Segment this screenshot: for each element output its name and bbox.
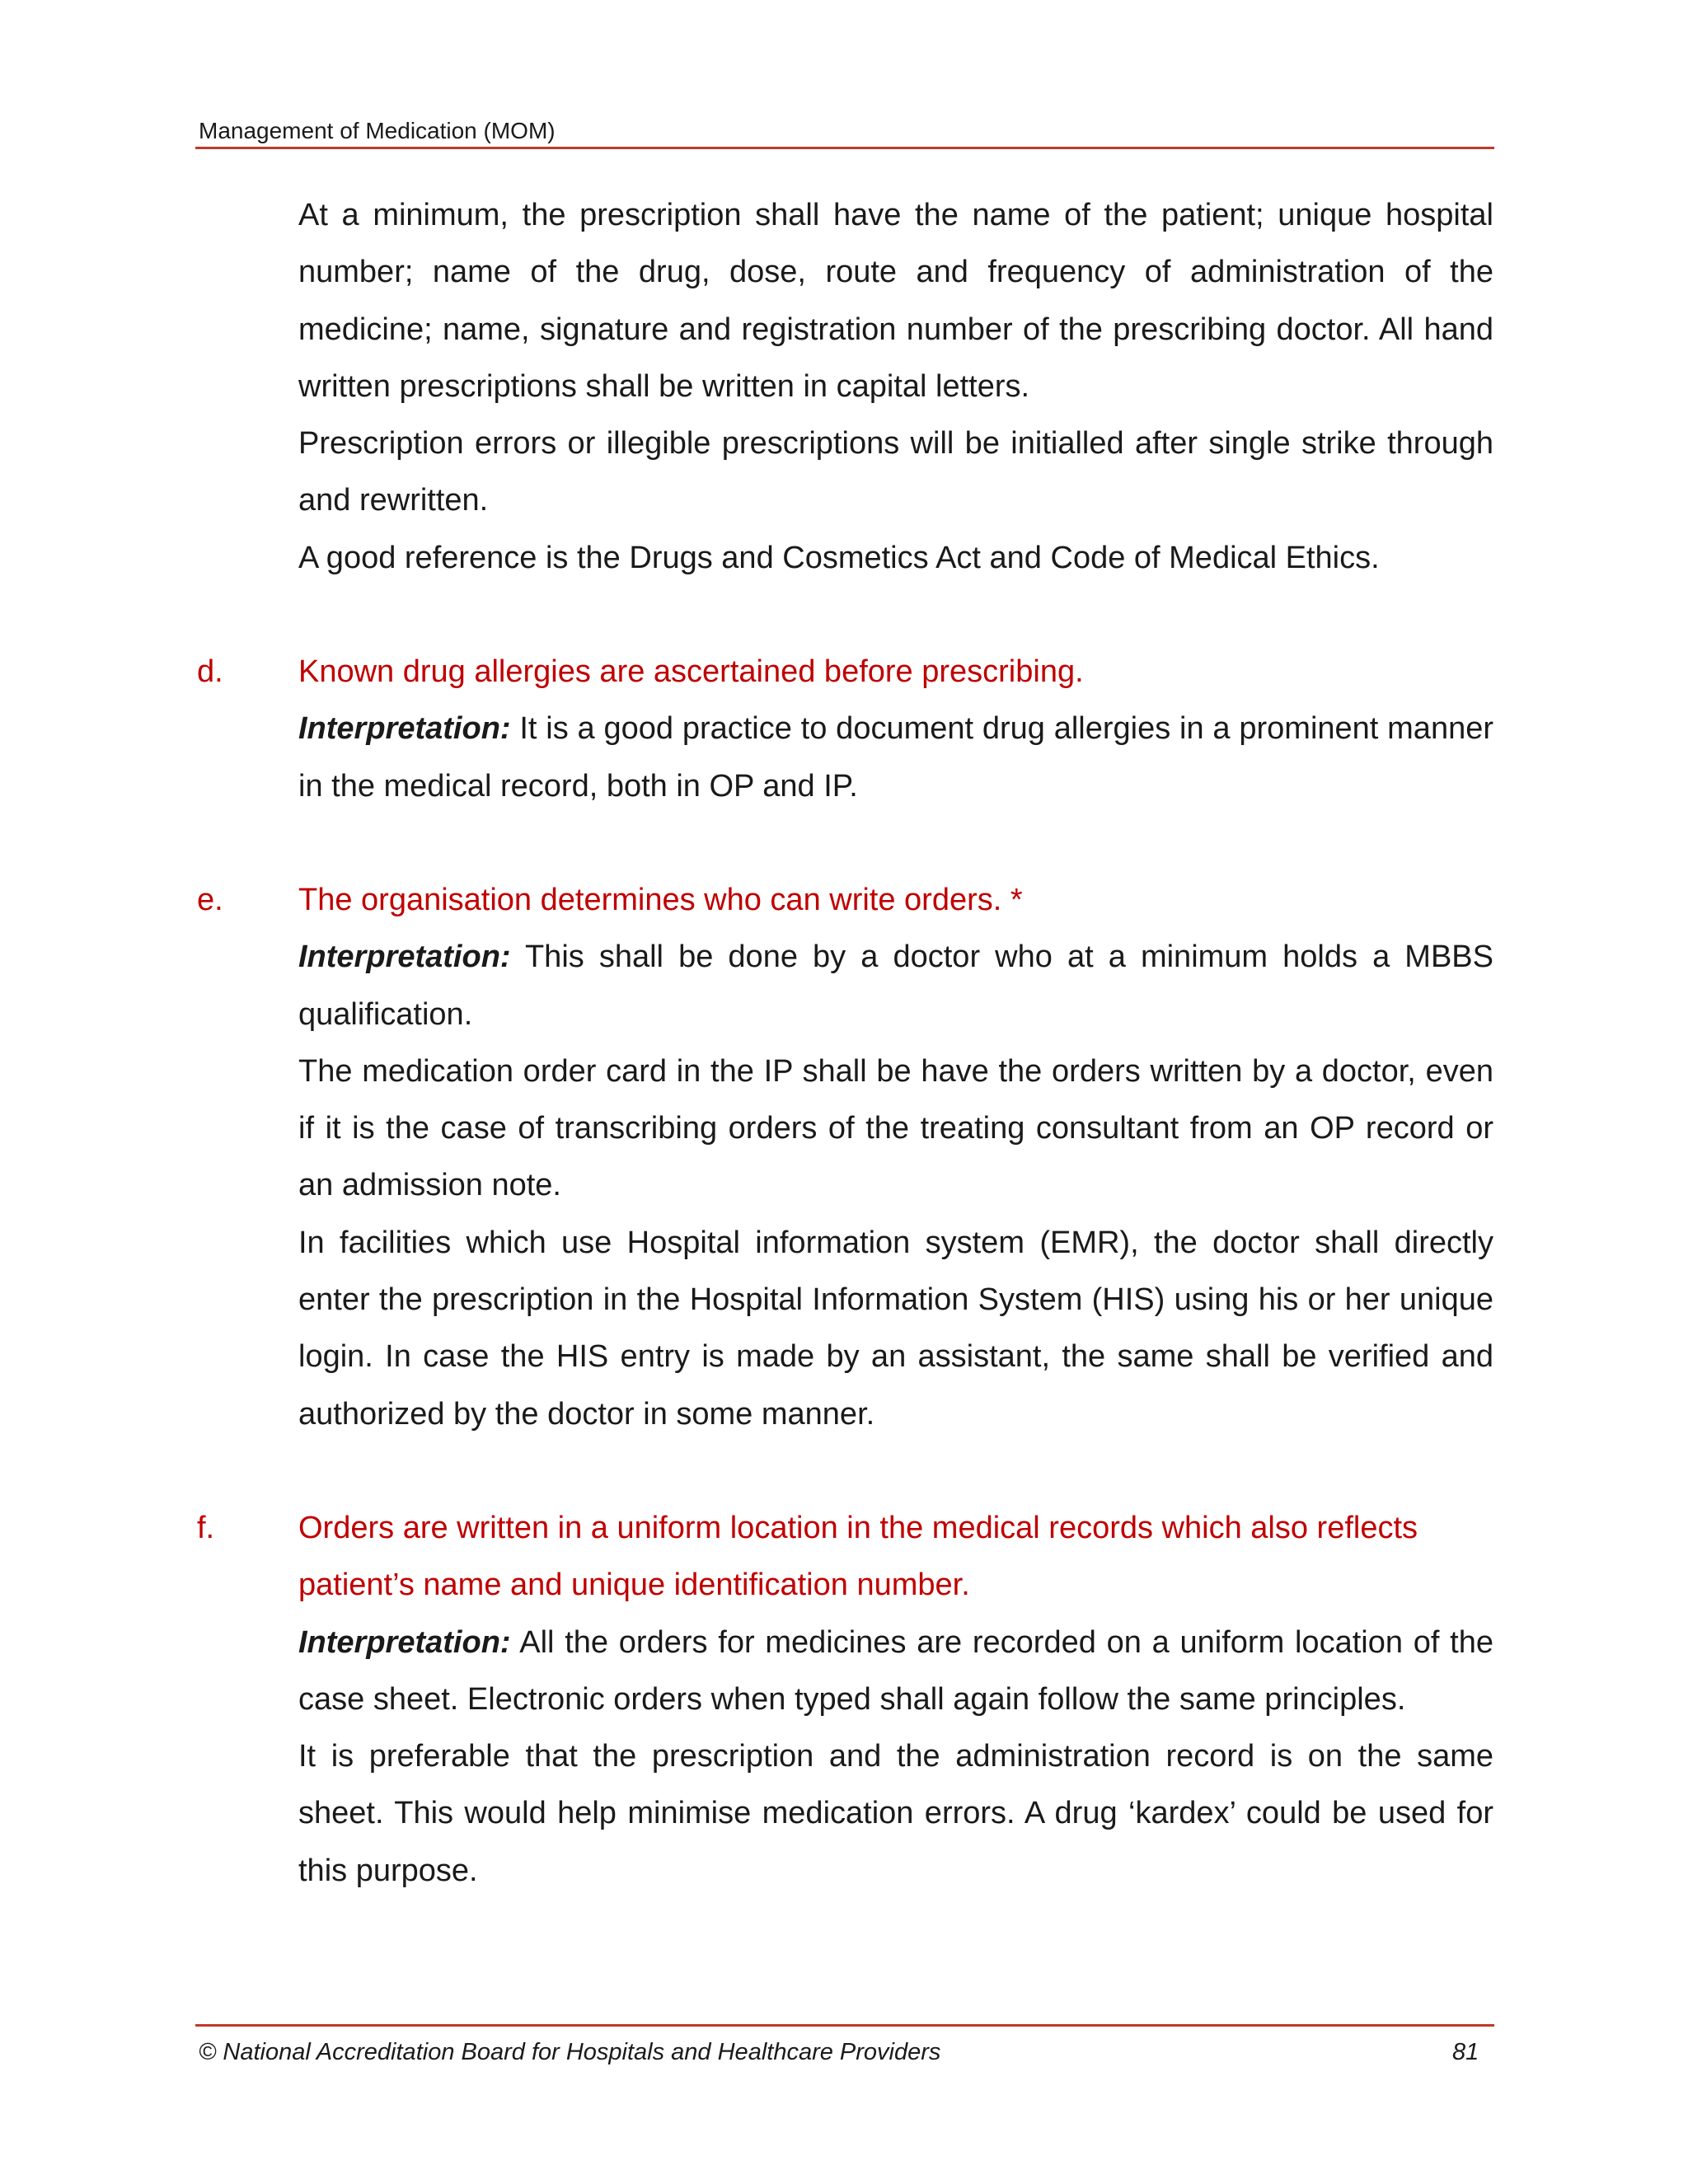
page-number: 81 xyxy=(1452,2039,1479,2065)
interpretation-text: All the orders for medicines are recorded on a uniform location of the case sheet. Electronic orders when typed shall again follow the same principles. xyxy=(298,1624,1493,1717)
interpretation-paragraph xyxy=(298,701,1493,815)
interpretation-label: Interpretation: xyxy=(298,1624,511,1660)
intro-paragraph: At a minimum, the prescription shall have the name of the patient; unique hospital number; name of the drug, dose, route and frequency of administration of the medicine; name, signature and registration number of the prescribing doctor. All hand written prescriptions shall be written in capital letters. xyxy=(298,198,1493,404)
spacer xyxy=(195,815,1493,872)
interpretation-text: This shall be done by a doctor who at a minimum holds a MBBS qualification. xyxy=(298,940,1493,1032)
interpretation-text: It is a good practice to document drug allergies in a prominent manner in the medical record, both in OP and IP. xyxy=(298,711,1493,804)
header-divider xyxy=(195,147,1494,149)
page-content xyxy=(195,187,1493,1900)
standard-item-f xyxy=(195,1500,1493,1900)
footer-copyright: © National Accreditation Board for Hospitals and Healthcare Providers xyxy=(199,2039,941,2065)
standard-item-d xyxy=(195,644,1493,815)
interpretation-paragraph xyxy=(298,929,1493,1043)
item-heading: Orders are written in a uniform location in the medical records which also reflects patient’s name and unique identification number. xyxy=(298,1510,1418,1603)
intro-paragraph: A good reference is the Drugs and Cosmetics Act and Code of Medical Ethics. xyxy=(298,540,1380,575)
body-paragraph: It is preferable that the prescription and the administration record is on the same sheet. This would help minimise medication errors. A drug ‘kardex’ could be used for this purpose. xyxy=(298,1739,1493,1888)
item-marker: f. xyxy=(197,1510,215,1545)
spacer xyxy=(195,1443,1493,1500)
item-marker: e. xyxy=(197,882,223,917)
item-heading: The organisation determines who can write orders. * xyxy=(298,882,1023,917)
body-paragraph: The medication order card in the IP shall be have the orders written by a doctor, even if it is the case of transcribing orders of the treating consultant from an OP record or an admission note. xyxy=(298,1053,1493,1203)
footer-divider xyxy=(195,2024,1494,2027)
standard-item-e xyxy=(195,872,1493,1443)
body-paragraph: In facilities which use Hospital information system (EMR), the doctor shall directly enter the prescription in the Hospital Information System (HIS) using his or her unique login. In case the HIS entry is made by an assistant, the same shall be verified and authorized by the doctor in some manner. xyxy=(298,1225,1493,1432)
interpretation-paragraph xyxy=(298,1615,1493,1729)
intro-block xyxy=(195,187,1493,587)
interpretation-label: Interpretation: xyxy=(298,711,511,747)
intro-paragraph: Prescription errors or illegible prescriptions will be initialled after single strike through and rewritten. xyxy=(298,426,1493,518)
running-header: Management of Medication (MOM) xyxy=(199,118,556,143)
item-marker: d. xyxy=(197,654,223,690)
interpretation-label: Interpretation: xyxy=(298,940,511,975)
item-heading: Known drug allergies are ascertained before prescribing. xyxy=(298,654,1084,690)
spacer xyxy=(195,587,1493,644)
